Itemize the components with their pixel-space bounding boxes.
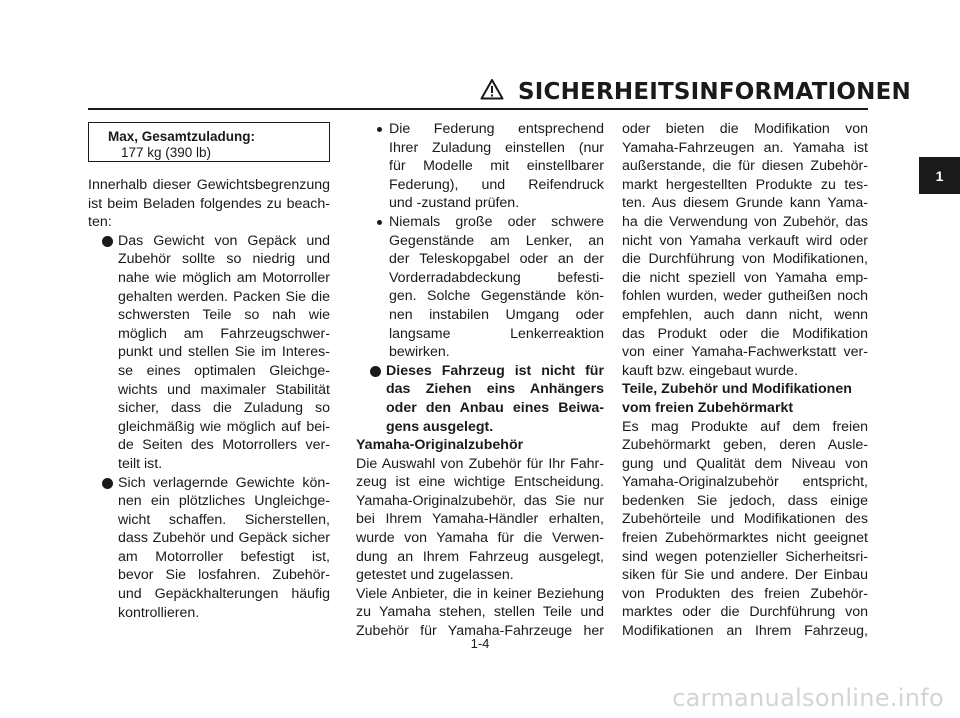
- section-heading: Yamaha-Originalzubehör: [356, 437, 524, 454]
- max-load-value: 177 kg (390 lb): [121, 145, 212, 160]
- aftermarket-intro-paragraph: [622, 120, 868, 380]
- bullet-item-trailer: [356, 362, 604, 436]
- text-line: nicht von Yamaha verkauft wird oder: [622, 232, 868, 249]
- text-line: freien Zubehörmarktes nicht geeignet: [622, 530, 868, 547]
- text-line: gleichmäßig wie möglich auf bei-: [118, 418, 330, 435]
- text-line: Zubehör für Yamaha-Fahrzeuge her: [356, 623, 604, 640]
- text-line: bei Ihrem Yamaha-Händler erhalten,: [356, 511, 604, 528]
- header-rule: [88, 108, 868, 110]
- text-line: der Teleskopgabel oder an der: [389, 251, 604, 268]
- text-line: Die Federung entsprechend: [389, 121, 604, 137]
- text-line: Es mag Produkte auf dem freien: [622, 418, 868, 435]
- text-line: Innerhalb dieser Gewichtsbegrenzung: [88, 177, 330, 193]
- text-line: gens ausgelegt.: [386, 418, 494, 435]
- text-line: nahe wie möglich am Motorroller: [118, 269, 330, 286]
- text-line: dung an Ihrem Fahrzeug ausgelegt,: [356, 548, 604, 565]
- text-line: marktes oder die Durchführung von: [622, 604, 868, 621]
- text-line: Dieses Fahrzeug ist nicht für: [386, 362, 604, 379]
- text-line: vom freien Zubehörmarkt: [622, 399, 794, 416]
- title-text: SICHERHEITSINFORMATIONEN: [518, 79, 911, 105]
- text-line: das Produkt oder die Modifikation: [622, 325, 868, 342]
- text-line: dass Zubehör und Gepäck sicher: [118, 530, 330, 547]
- text-line: Niemals große oder schwere: [389, 213, 604, 230]
- text-line: Yamaha-Originalzubehör entspricht,: [622, 474, 868, 491]
- text-line: ten. Aus diesem Grunde kann Yama-: [622, 195, 868, 212]
- text-line: Yamaha-Fahrzeugen an. Yamaha ist: [622, 139, 868, 156]
- text-line: und -zustand prüfen.: [389, 195, 520, 212]
- text-line: ten:: [88, 214, 112, 231]
- text-line: Vorderradabdeckung befesti-: [389, 269, 604, 286]
- chapter-tab: [919, 157, 960, 194]
- text-line: von einer Yamaha-Fachwerkstatt ver-: [622, 344, 868, 361]
- text-line: zeug ist eine wichtige Entscheidung.: [356, 474, 604, 491]
- bullet-item-weight: [88, 232, 330, 474]
- text-line: Gegenstände am Lenker, an: [389, 232, 604, 249]
- text-line: langsame Lenkerreaktion: [389, 325, 604, 342]
- text-line: zu Yamaha stehen, stellen Teile und: [356, 604, 604, 621]
- sub-bullet-icon: [377, 127, 382, 132]
- text-line: Zubehör sollte so niedrig und: [118, 251, 330, 268]
- text-line: sind wegen potenzieller Sicherheitsri-: [622, 548, 868, 565]
- text-line: Die Auswahl von Zubehör für Ihr Fahr-: [356, 455, 604, 472]
- text-line: gehalten werden. Packen Sie die: [118, 288, 330, 305]
- text-line: bedenken Sie jedoch, dass einige: [622, 492, 868, 509]
- text-line: wichts und maximaler Stabilität: [118, 381, 330, 398]
- text-line: die Durchführung von Modifikationen,: [622, 251, 868, 268]
- sub-bullet-heavy-objects: [356, 213, 604, 362]
- text-line: kontrollieren.: [118, 604, 200, 621]
- text-line: von Produkten des freien Zubehör-: [622, 585, 868, 602]
- text-line: de Seiten des Motorrollers ver-: [118, 437, 330, 454]
- text-line: teilt ist.: [118, 455, 163, 472]
- text-line: am Motorroller befestigt ist,: [118, 548, 330, 565]
- text-line: Ihrer Zuladung einstellen (nur: [389, 139, 604, 156]
- text-line: Yamaha-Originalzubehör, das Sie nur: [356, 492, 604, 509]
- text-line: ist beim Beladen folgendes zu beach-: [88, 195, 330, 212]
- text-line: nen ein plötzliches Ungleichge-: [118, 493, 330, 510]
- text-line: Viele Anbieter, die in keiner Beziehung: [356, 585, 604, 602]
- bullet-icon: [370, 366, 381, 377]
- accessories-paragraph: [356, 455, 604, 641]
- text-line: oder den Anbau eines Beiwa-: [386, 399, 604, 416]
- text-line: außerstande, die für diesen Zubehör-: [622, 158, 868, 175]
- column-1: [88, 176, 330, 622]
- text-line: sicher, dass die Zuladung so: [118, 400, 330, 417]
- text-line: getestet und zugelassen.: [356, 567, 514, 584]
- page-title: [480, 78, 911, 106]
- chapter-tab-label: 1: [935, 167, 944, 184]
- text-line: Zubehörteile und Modifikationen des: [622, 511, 868, 528]
- column-2: [356, 120, 604, 641]
- page-number: 1-4: [470, 636, 490, 651]
- text-line: se eines optimalen Gleichge-: [118, 362, 330, 379]
- text-line: das Ziehen eins Anhängers: [386, 381, 604, 398]
- text-line: markt hergestellten Produkte zu tes-: [622, 176, 868, 193]
- text-line: kauft bzw. eingebaut wurde.: [622, 362, 798, 379]
- text-line: Das Gewicht von Gepäck und: [118, 232, 330, 249]
- text-line: wurde von Yamaha für die Verwen-: [356, 530, 604, 547]
- text-line: Zubehörmarkt geben, deren Ausle-: [622, 437, 868, 454]
- text-line: gung und Qualität dem Niveau von: [622, 455, 868, 472]
- text-line: gen. Solche Gegenstände kön-: [389, 288, 604, 305]
- warning-triangle-icon: [480, 78, 504, 106]
- text-line: bewirken.: [389, 344, 450, 361]
- bullet-item-shifting: [88, 474, 330, 623]
- text-line: die nicht speziell von Yamaha emp-: [622, 269, 868, 286]
- text-line: nen instabilen Umgang oder: [389, 306, 604, 323]
- text-line: schwersten Teile so nah wie: [118, 307, 330, 324]
- text-line: empfehlen, auch dann nicht, wenn: [622, 306, 868, 323]
- aftermarket-paragraph: [622, 418, 868, 641]
- text-line: oder bieten die Modifikation von: [622, 121, 868, 137]
- text-line: wicht schaffen. Sicherstellen,: [118, 511, 330, 528]
- text-line: siken für Sie und andere. Der Einbau: [622, 567, 868, 584]
- bullet-icon: [102, 236, 113, 247]
- text-line: Teile, Zubehör und Modifikationen: [622, 381, 852, 398]
- max-load-label: Max, Gesamtzuladung:: [108, 129, 256, 144]
- sub-bullet-suspension: [356, 120, 604, 213]
- text-line: bevor Sie losfahren. Zubehör-: [118, 567, 330, 584]
- text-line: Federung), und Reifendruck: [389, 176, 604, 193]
- text-line: ha die Verwendung von Zubehör, das: [622, 213, 868, 230]
- text-line: für Modelle mit einstellbarer: [389, 158, 604, 175]
- text-line: punkt und stellen Sie im Interes-: [118, 344, 330, 361]
- text-line: Modifikationen an Ihrem Fahrzeug,: [622, 623, 868, 640]
- intro-paragraph: [88, 176, 330, 232]
- section-heading: [622, 380, 868, 417]
- max-load-box: [88, 122, 330, 162]
- column-3: [622, 120, 868, 641]
- text-line: und Gepäckhalterungen häufig: [118, 586, 330, 603]
- watermark: carmanualsonline.info: [672, 684, 944, 712]
- text-line: Sich verlagernde Gewichte kön-: [118, 474, 330, 491]
- text-line: möglich am Fahrzeugschwer-: [118, 325, 330, 342]
- text-line: fohlen wurden, weder gutheißen noch: [622, 288, 868, 305]
- sub-bullet-icon: [377, 220, 382, 225]
- bullet-icon: [102, 478, 113, 489]
